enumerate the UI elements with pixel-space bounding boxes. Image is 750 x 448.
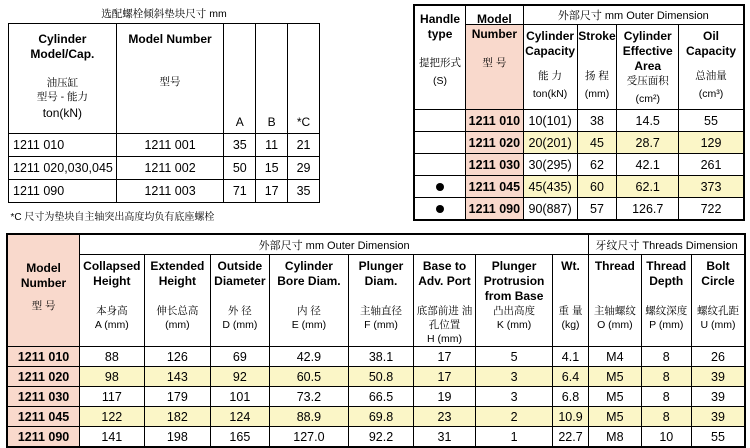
cell-stroke: 57 bbox=[577, 198, 617, 221]
header-col bbox=[80, 255, 145, 347]
header-col-unit: O (mm) bbox=[597, 319, 633, 331]
cell-value: 4.1 bbox=[552, 347, 588, 367]
header-effective-area-cn: 受压面积 bbox=[626, 75, 669, 87]
header-col-unit: E (mm) bbox=[291, 319, 327, 331]
header-col-cn: 伸长总高 bbox=[156, 305, 199, 317]
header-oil-capacity-unit: (cm³) bbox=[698, 88, 724, 100]
cell-value: 39 bbox=[691, 407, 745, 427]
header-effective-area bbox=[617, 25, 679, 110]
header-model-number-cn: 型号 bbox=[159, 76, 181, 88]
cell-value: 3 bbox=[476, 367, 553, 387]
cell-value: 39 bbox=[691, 387, 745, 407]
header-col-unit: D (mm) bbox=[222, 319, 258, 331]
cell-value: 10 bbox=[641, 427, 691, 448]
table-row bbox=[414, 176, 744, 198]
cell-handle-type bbox=[414, 154, 466, 176]
cell-stroke: 38 bbox=[577, 110, 617, 132]
header-stroke-unit: (mm) bbox=[584, 88, 610, 100]
cell-value: 10.9 bbox=[552, 407, 588, 427]
header-col-unit: (mm) bbox=[165, 319, 190, 331]
cell-a: 50 bbox=[224, 157, 256, 180]
cell-value: 50.8 bbox=[349, 367, 414, 387]
table-row bbox=[9, 180, 320, 203]
cell-oil: 55 bbox=[679, 110, 744, 132]
cell-value: M5 bbox=[589, 387, 641, 407]
cell-value: 8 bbox=[641, 407, 691, 427]
cell-model: 1211 045 bbox=[7, 407, 80, 427]
header-handle-type-cn: 提把形式 bbox=[419, 56, 462, 69]
header-stroke-en: Stroke bbox=[578, 29, 616, 43]
cell-b: 17 bbox=[256, 180, 288, 203]
handle-dot-icon bbox=[436, 183, 444, 191]
header-capacity-cn: 能 力 bbox=[538, 70, 563, 82]
header-col bbox=[589, 255, 641, 347]
pad-table-caption: 选配螺栓倾斜垫块尺寸 mm bbox=[9, 4, 320, 24]
cell-value: 26 bbox=[691, 347, 745, 367]
cell-model: 1211 090 bbox=[466, 198, 524, 221]
cell-value: 38.1 bbox=[349, 347, 414, 367]
header-col-en: Plunger Protrusion from Base bbox=[483, 259, 545, 303]
cell-value: 198 bbox=[144, 427, 211, 448]
header-oil-capacity bbox=[679, 25, 744, 110]
cell-value: M5 bbox=[589, 367, 641, 387]
header-col-en: Collapsed Height bbox=[83, 259, 141, 288]
cell-stroke: 45 bbox=[577, 132, 617, 154]
header-col bbox=[144, 255, 211, 347]
cell-value: 179 bbox=[144, 387, 211, 407]
header-model-number-cn: 型 号 bbox=[482, 57, 507, 69]
cell-capacity: 30(295) bbox=[523, 154, 577, 176]
header-col-unit: U (mm) bbox=[700, 319, 736, 331]
cell-value: 124 bbox=[211, 407, 269, 427]
table-row bbox=[7, 387, 745, 407]
header-col bbox=[211, 255, 269, 347]
cell-b: 11 bbox=[256, 134, 288, 157]
cell-value: 141 bbox=[80, 427, 145, 448]
cell-capacity: 45(435) bbox=[523, 176, 577, 198]
cell-value: 122 bbox=[80, 407, 145, 427]
cell-model: 1211 020 bbox=[7, 367, 80, 387]
cell-model: 1211 002 bbox=[116, 157, 224, 180]
cell-stroke: 62 bbox=[577, 154, 617, 176]
cell-value: 117 bbox=[80, 387, 145, 407]
cell-area: 62.1 bbox=[617, 176, 679, 198]
cell-oil: 129 bbox=[679, 132, 744, 154]
cell-value: 42.9 bbox=[269, 347, 349, 367]
cell-value: M5 bbox=[589, 407, 641, 427]
header-col bbox=[349, 255, 414, 347]
cell-c: 29 bbox=[288, 157, 320, 180]
header-capacity bbox=[523, 25, 577, 110]
cell-model: 1211 030 bbox=[466, 154, 524, 176]
cell-model: 1211 030 bbox=[7, 387, 80, 407]
cell-area: 126.7 bbox=[617, 198, 679, 221]
cell-value: 165 bbox=[211, 427, 269, 448]
cell-b: 15 bbox=[256, 157, 288, 180]
header-col-cn: 主轴直径 bbox=[359, 305, 402, 317]
header-c: *C bbox=[288, 24, 320, 134]
cell-a: 71 bbox=[224, 180, 256, 203]
header-col-cn: 本身高 bbox=[96, 305, 128, 317]
handle-table bbox=[413, 4, 745, 221]
cell-value: 88.9 bbox=[269, 407, 349, 427]
cell-area: 28.7 bbox=[617, 132, 679, 154]
cell-value: 5 bbox=[476, 347, 553, 367]
cell-cylinder: 1211 090 bbox=[9, 180, 117, 203]
header-model-number bbox=[116, 24, 224, 134]
cell-value: 1 bbox=[476, 427, 553, 448]
header-model-number bbox=[7, 255, 80, 347]
cell-value: 17 bbox=[413, 347, 476, 367]
header-col-en: Bolt Circle bbox=[701, 259, 735, 288]
header-col bbox=[476, 255, 553, 347]
cell-value: 66.5 bbox=[349, 387, 414, 407]
cell-value: 182 bbox=[144, 407, 211, 427]
cell-handle-type bbox=[414, 198, 466, 221]
table-row bbox=[9, 157, 320, 180]
cell-value: 39 bbox=[691, 367, 745, 387]
header-col-cn: 螺纹深度 bbox=[645, 305, 688, 317]
header-handle-type bbox=[414, 11, 466, 110]
table-row bbox=[414, 132, 744, 154]
cell-handle-type bbox=[414, 176, 466, 198]
header-col-unit: H (mm) bbox=[427, 333, 462, 345]
pad-table bbox=[8, 4, 320, 227]
cell-value: 31 bbox=[413, 427, 476, 448]
cell-model: 1211 010 bbox=[7, 347, 80, 367]
cell-value: 92 bbox=[211, 367, 269, 387]
header-col-en: Outside Diameter bbox=[214, 259, 266, 288]
cell-value: 143 bbox=[144, 367, 211, 387]
header-model-number-cn: 型 号 bbox=[31, 299, 56, 312]
cell-value: M4 bbox=[589, 347, 641, 367]
header-col-unit: A (mm) bbox=[94, 319, 129, 331]
header-effective-area-en: Cylinder Effective Area bbox=[622, 29, 673, 73]
header-col-en: Extended Height bbox=[150, 259, 205, 288]
header-col-cn: 底部前进 油孔位置 bbox=[416, 305, 473, 331]
cell-value: 19 bbox=[413, 387, 476, 407]
table-row bbox=[7, 347, 745, 367]
cell-oil: 373 bbox=[679, 176, 744, 198]
header-col-cn: 内 径 bbox=[296, 305, 321, 317]
cell-value: 3 bbox=[476, 387, 553, 407]
table-row bbox=[414, 198, 744, 221]
header-col bbox=[691, 255, 745, 347]
header-col-cn: 螺纹孔距 bbox=[696, 305, 739, 317]
header-col-en: Wt. bbox=[561, 259, 580, 273]
cell-value: 8 bbox=[641, 387, 691, 407]
header-col-cn: 凸出高度 bbox=[493, 305, 536, 317]
header-oil-capacity-en: Oil Capacity bbox=[685, 29, 737, 58]
cell-value: 73.2 bbox=[269, 387, 349, 407]
header-model-number-en: Model Number bbox=[20, 260, 67, 290]
cell-value: 6.8 bbox=[552, 387, 588, 407]
header-cylinder-model-cn1: 油压缸 bbox=[46, 77, 79, 89]
cell-value: 92.2 bbox=[349, 427, 414, 448]
cell-model: 1211 020 bbox=[466, 132, 524, 154]
header-col bbox=[413, 255, 476, 347]
header-oil-capacity-cn: 总油量 bbox=[695, 70, 727, 82]
header-col-unit: P (mm) bbox=[649, 319, 684, 331]
cell-oil: 722 bbox=[679, 198, 744, 221]
header-capacity-unit: ton(kN) bbox=[532, 88, 568, 100]
header-col-cn: 重 量 bbox=[558, 305, 583, 317]
cell-value: 6.4 bbox=[552, 367, 588, 387]
handle-dot-icon bbox=[436, 205, 444, 213]
cell-c: 21 bbox=[288, 134, 320, 157]
cell-value: 69.8 bbox=[349, 407, 414, 427]
header-col-en: Plunger Diam. bbox=[358, 259, 404, 288]
header-col-cn: 主轴螺纹 bbox=[593, 305, 636, 317]
header-model-number bbox=[466, 12, 524, 110]
cell-value: 17 bbox=[413, 367, 476, 387]
cell-oil: 261 bbox=[679, 154, 744, 176]
table-row bbox=[414, 110, 744, 132]
cell-value: M8 bbox=[589, 427, 641, 448]
cell-model: 1211 090 bbox=[7, 427, 80, 448]
header-col-unit: K (mm) bbox=[496, 319, 532, 331]
cell-value: 8 bbox=[641, 367, 691, 387]
cell-value: 2 bbox=[476, 407, 553, 427]
pad-table-note: *C 尺寸为垫块自主轴突出高度均负有底座螺栓 bbox=[10, 211, 215, 223]
cell-model: 1211 003 bbox=[116, 180, 224, 203]
header-cylinder-model-cn2: 型号 - 能力 bbox=[36, 91, 89, 103]
header-b: B bbox=[256, 24, 288, 134]
cell-area: 14.5 bbox=[617, 110, 679, 132]
dimension-table bbox=[6, 233, 746, 448]
header-effective-area-unit: (cm²) bbox=[635, 93, 660, 105]
handle-table-caption: 外部尺寸 mm Outer Dimension bbox=[523, 5, 744, 25]
header-col-en: Base to Adv. Port bbox=[418, 259, 471, 288]
header-stroke bbox=[577, 25, 617, 110]
cell-value: 23 bbox=[413, 407, 476, 427]
header-col-en: Thread bbox=[594, 259, 635, 273]
cell-cylinder: 1211 010 bbox=[9, 134, 117, 157]
header-cylinder-model-en: Cylinder Model/Cap. bbox=[30, 32, 95, 61]
table-row bbox=[7, 367, 745, 387]
dimension-table-caption-outer: 外部尺寸 mm Outer Dimension bbox=[80, 234, 589, 255]
cell-value: 55 bbox=[691, 427, 745, 448]
cell-area: 42.1 bbox=[617, 154, 679, 176]
table-row bbox=[7, 427, 745, 448]
cell-a: 35 bbox=[224, 134, 256, 157]
cell-handle-type bbox=[414, 110, 466, 132]
cell-value: 98 bbox=[80, 367, 145, 387]
header-col-en: Cylinder Bore Diam. bbox=[277, 259, 341, 288]
cell-value: 126 bbox=[144, 347, 211, 367]
cell-capacity: 90(887) bbox=[523, 198, 577, 221]
cell-value: 88 bbox=[80, 347, 145, 367]
cell-model: 1211 045 bbox=[466, 176, 524, 198]
header-col-unit: F (mm) bbox=[364, 319, 398, 331]
cell-value: 127.0 bbox=[269, 427, 349, 448]
cell-capacity: 10(101) bbox=[523, 110, 577, 132]
cell-c: 35 bbox=[288, 180, 320, 203]
header-capacity-en: Cylinder Capacity bbox=[525, 29, 576, 58]
cell-value: 22.7 bbox=[552, 427, 588, 448]
cell-stroke: 60 bbox=[577, 176, 617, 198]
header-model-number-en: Model Number bbox=[128, 32, 212, 46]
header-col bbox=[269, 255, 349, 347]
header-handle-type-en: Handle type bbox=[420, 11, 461, 41]
cell-capacity: 20(201) bbox=[523, 132, 577, 154]
header-cylinder-model-unit: ton(kN) bbox=[42, 106, 83, 120]
table-row bbox=[9, 134, 320, 157]
table-row bbox=[414, 154, 744, 176]
dimension-table-caption-threads: 牙纹尺寸 Threads Dimension bbox=[589, 234, 745, 255]
cell-handle-type bbox=[414, 132, 466, 154]
header-model-number-en: Model Number bbox=[471, 12, 518, 41]
cell-cylinder: 1211 020,030,045 bbox=[9, 157, 117, 180]
cell-value: 101 bbox=[211, 387, 269, 407]
cell-value: 8 bbox=[641, 347, 691, 367]
header-col-cn: 外 径 bbox=[227, 305, 252, 317]
header-col bbox=[641, 255, 691, 347]
header-col bbox=[552, 255, 588, 347]
table-row bbox=[7, 407, 745, 427]
header-col-en: Thread Depth bbox=[646, 259, 687, 288]
cell-model: 1211 010 bbox=[466, 110, 524, 132]
header-handle-type-sub: (S) bbox=[433, 74, 448, 87]
header-a: A bbox=[224, 24, 256, 134]
header-cylinder-model bbox=[9, 24, 117, 134]
header-col-unit: (kg) bbox=[561, 319, 580, 331]
cell-model: 1211 001 bbox=[116, 134, 224, 157]
cell-value: 60.5 bbox=[269, 367, 349, 387]
header-stroke-cn: 扬 程 bbox=[585, 70, 609, 82]
cell-value: 69 bbox=[211, 347, 269, 367]
